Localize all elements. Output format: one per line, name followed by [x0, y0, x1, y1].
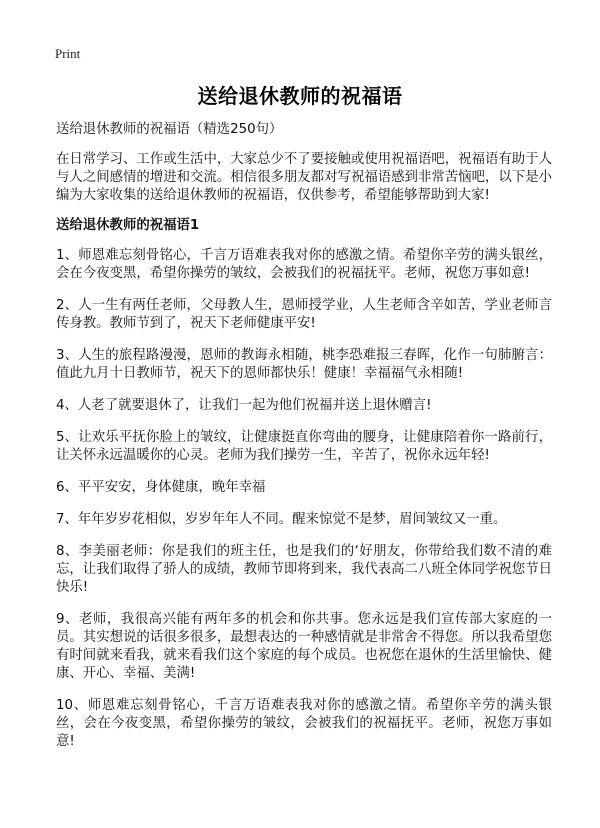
blessing-item: 7、年年岁岁花相似，岁岁年年人不同。醒来惊觉不是梦，眉间皱纹又一重。 [56, 512, 507, 527]
intro-paragraph: 在日常学习、工作或生活中，大家总少不了要接触或使用祝福语吧，祝福语有助于人与人之间感情的增进和交流。相信很多朋友都对写祝福语感到非常苦恼吧，以下是小编为大家收集的送给退休教师的祝福语，仅供参考，希望能够帮助到大家! [56, 152, 552, 203]
article-body [56, 121, 552, 765]
print-link[interactable]: Print [55, 46, 81, 61]
blessing-item: 4、人老了就要退休了，让我们一起为他们祝福并送上退休赠言! [56, 398, 432, 413]
blessing-item: 5、让欢乐平抚你脸上的皱纹，让健康挺直你弯曲的腰身，让健康陪着你一路前行，让关怀永远温暖你的心灵。老师为我们操劳一生，辛苦了，祝你永远年轻! [56, 430, 552, 463]
blessing-item: 10、师恩难忘刻骨铭心，千言万语难表我对你的感激之情。希望你辛劳的满头银丝，会在今夜变黑，希望你操劳的皱纹，会被我们的祝福抚平。老师，祝您万事如意! [56, 698, 552, 749]
article-subtitle: 送给退休教师的祝福语（精选250句） [56, 122, 283, 137]
blessing-item: 3、人生的旅程路漫漫，恩师的教诲永相随，桃李恐难报三春晖，化作一句肺腑言：值此九月十日教师节，祝天下的恩师都快乐！健康！幸福福气永相随! [56, 348, 552, 381]
blessing-item: 6、平平安安，身体健康，晚年幸福 [56, 480, 266, 495]
section-heading: 送给退休教师的祝福语1 [56, 218, 200, 233]
blessing-item: 2、人一生有两任老师，父母教人生，恩师授学业，人生老师含辛如苦，学业老师言传身教。教师节到了，祝天下老师健康平安! [56, 298, 552, 331]
blessing-item: 1、师恩难忘刻骨铭心，千言万语难表我对你的感激之情。希望你辛劳的满头银丝，会在今夜变黑，希望你操劳的皱纹，会被我们的祝福抚平。老师，祝您万事如意! [56, 248, 552, 281]
page-title: 送给退休教师的祝福语 [197, 84, 403, 108]
blessing-item: 9、老师，我很高兴能有两年多的机会和你共事。您永远是我们宣传部大家庭的一员。其实想说的话很多很多，最想表达的一种感情就是非常舍不得您。所以我希望您有时间就来看我，就来看我们这个家庭的每个成员。也祝您在退休的生活里愉快、健康、开心、幸福、美满! [56, 612, 552, 681]
blessing-item: 8、李美丽老师：你是我们的班主任，也是我们的‘好朋友，你带给我们数不清的难忘，让我们取得了骄人的成绩，教师节即将到来，我代表高二八班全体同学祝您节日快乐! [56, 544, 552, 595]
